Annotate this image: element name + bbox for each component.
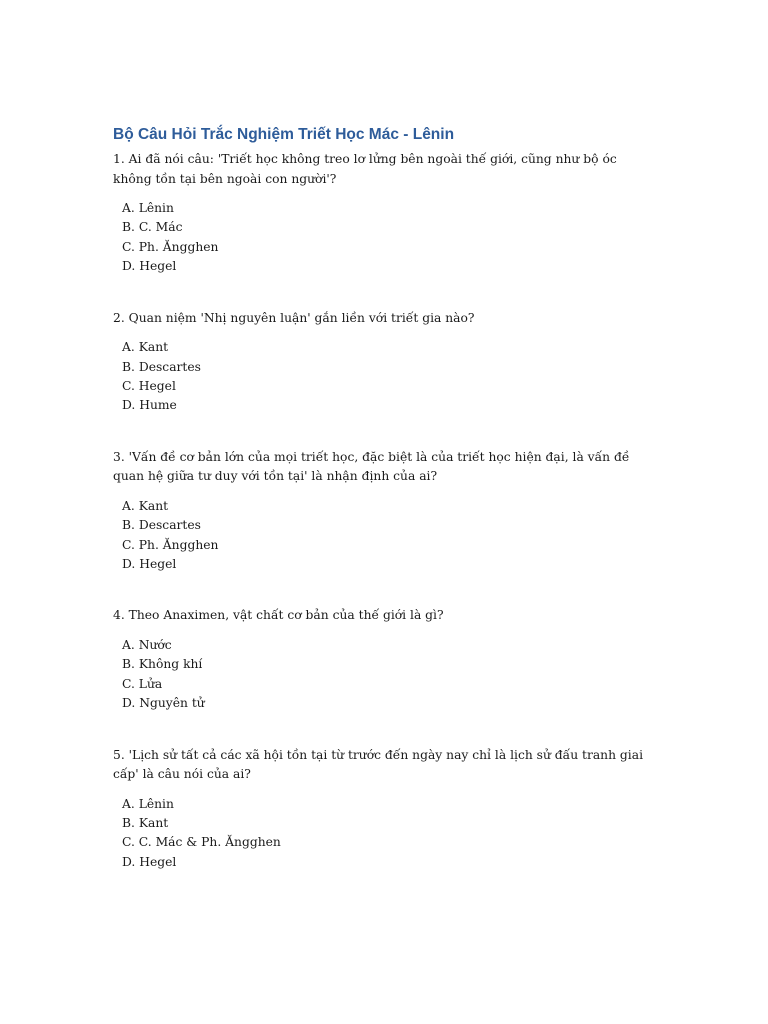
question-text: 5. 'Lịch sử tất cả các xã hội tồn tại từ trước đến ngày nay chỉ là lịch sử đấu tranh giai cấp' là câu nói của ai?: [113, 747, 643, 781]
option-list: [122, 199, 658, 277]
option-d: D. Hegel: [122, 854, 177, 869]
option-c: C. Hegel: [122, 378, 176, 393]
option-a: A. Kant: [122, 340, 169, 355]
option-c: C. Ph. Ăngghen: [122, 537, 219, 552]
option-b: B. Kant: [122, 815, 169, 830]
option-d: D. Hegel: [122, 556, 177, 571]
option-b: B. C. Mác: [122, 220, 183, 235]
option-list: [122, 636, 658, 714]
document-page: [113, 124, 658, 872]
question-text: 2. Quan niệm 'Nhị nguyên luận' gắn liền với triết gia nào?: [113, 310, 475, 325]
option-a: A. Lênin: [122, 201, 174, 215]
option-b: B. Không khí: [122, 657, 203, 672]
option-list: [122, 795, 658, 873]
option-d: D. Hegel: [122, 259, 177, 274]
option-c: C. C. Mác & Ph. Ăngghen: [122, 835, 281, 850]
option-d: D. Nguyên tử: [122, 696, 205, 711]
question-1: [113, 150, 658, 277]
option-c: C. Lửa: [122, 676, 163, 691]
option-d: D. Hume: [122, 398, 177, 413]
question-4: [113, 606, 658, 713]
option-b: B. Descartes: [122, 359, 201, 374]
option-list: [122, 338, 658, 416]
question-text: 1. Ai đã nói câu: 'Triết học không treo lơ lửng bên ngoài thế giới, cũng như bộ óc không tồn tại bên ngoài con người'?: [113, 152, 617, 186]
option-a: A. Nước: [122, 637, 172, 652]
option-a: A. Lênin: [122, 796, 174, 811]
option-b: B. Descartes: [122, 518, 201, 533]
document-title: Bộ Câu Hỏi Trắc Nghiệm Triết Học Mác - Lênin: [113, 126, 455, 143]
question-text: 3. 'Vấn đề cơ bản lớn của mọi triết học, đặc biệt là của triết học hiện đại, là vấn đề quan hệ giữa tư duy với tồn tại' là nhận định của ai?: [113, 449, 630, 484]
option-c: C. Ph. Ăngghen: [122, 239, 219, 254]
question-2: [113, 309, 658, 416]
question-5: [113, 746, 658, 873]
option-a: A. Kant: [122, 498, 169, 513]
question-3: [113, 448, 658, 575]
option-list: [122, 497, 658, 575]
question-text: 4. Theo Anaximen, vật chất cơ bản của thế giới là gì?: [113, 608, 444, 623]
